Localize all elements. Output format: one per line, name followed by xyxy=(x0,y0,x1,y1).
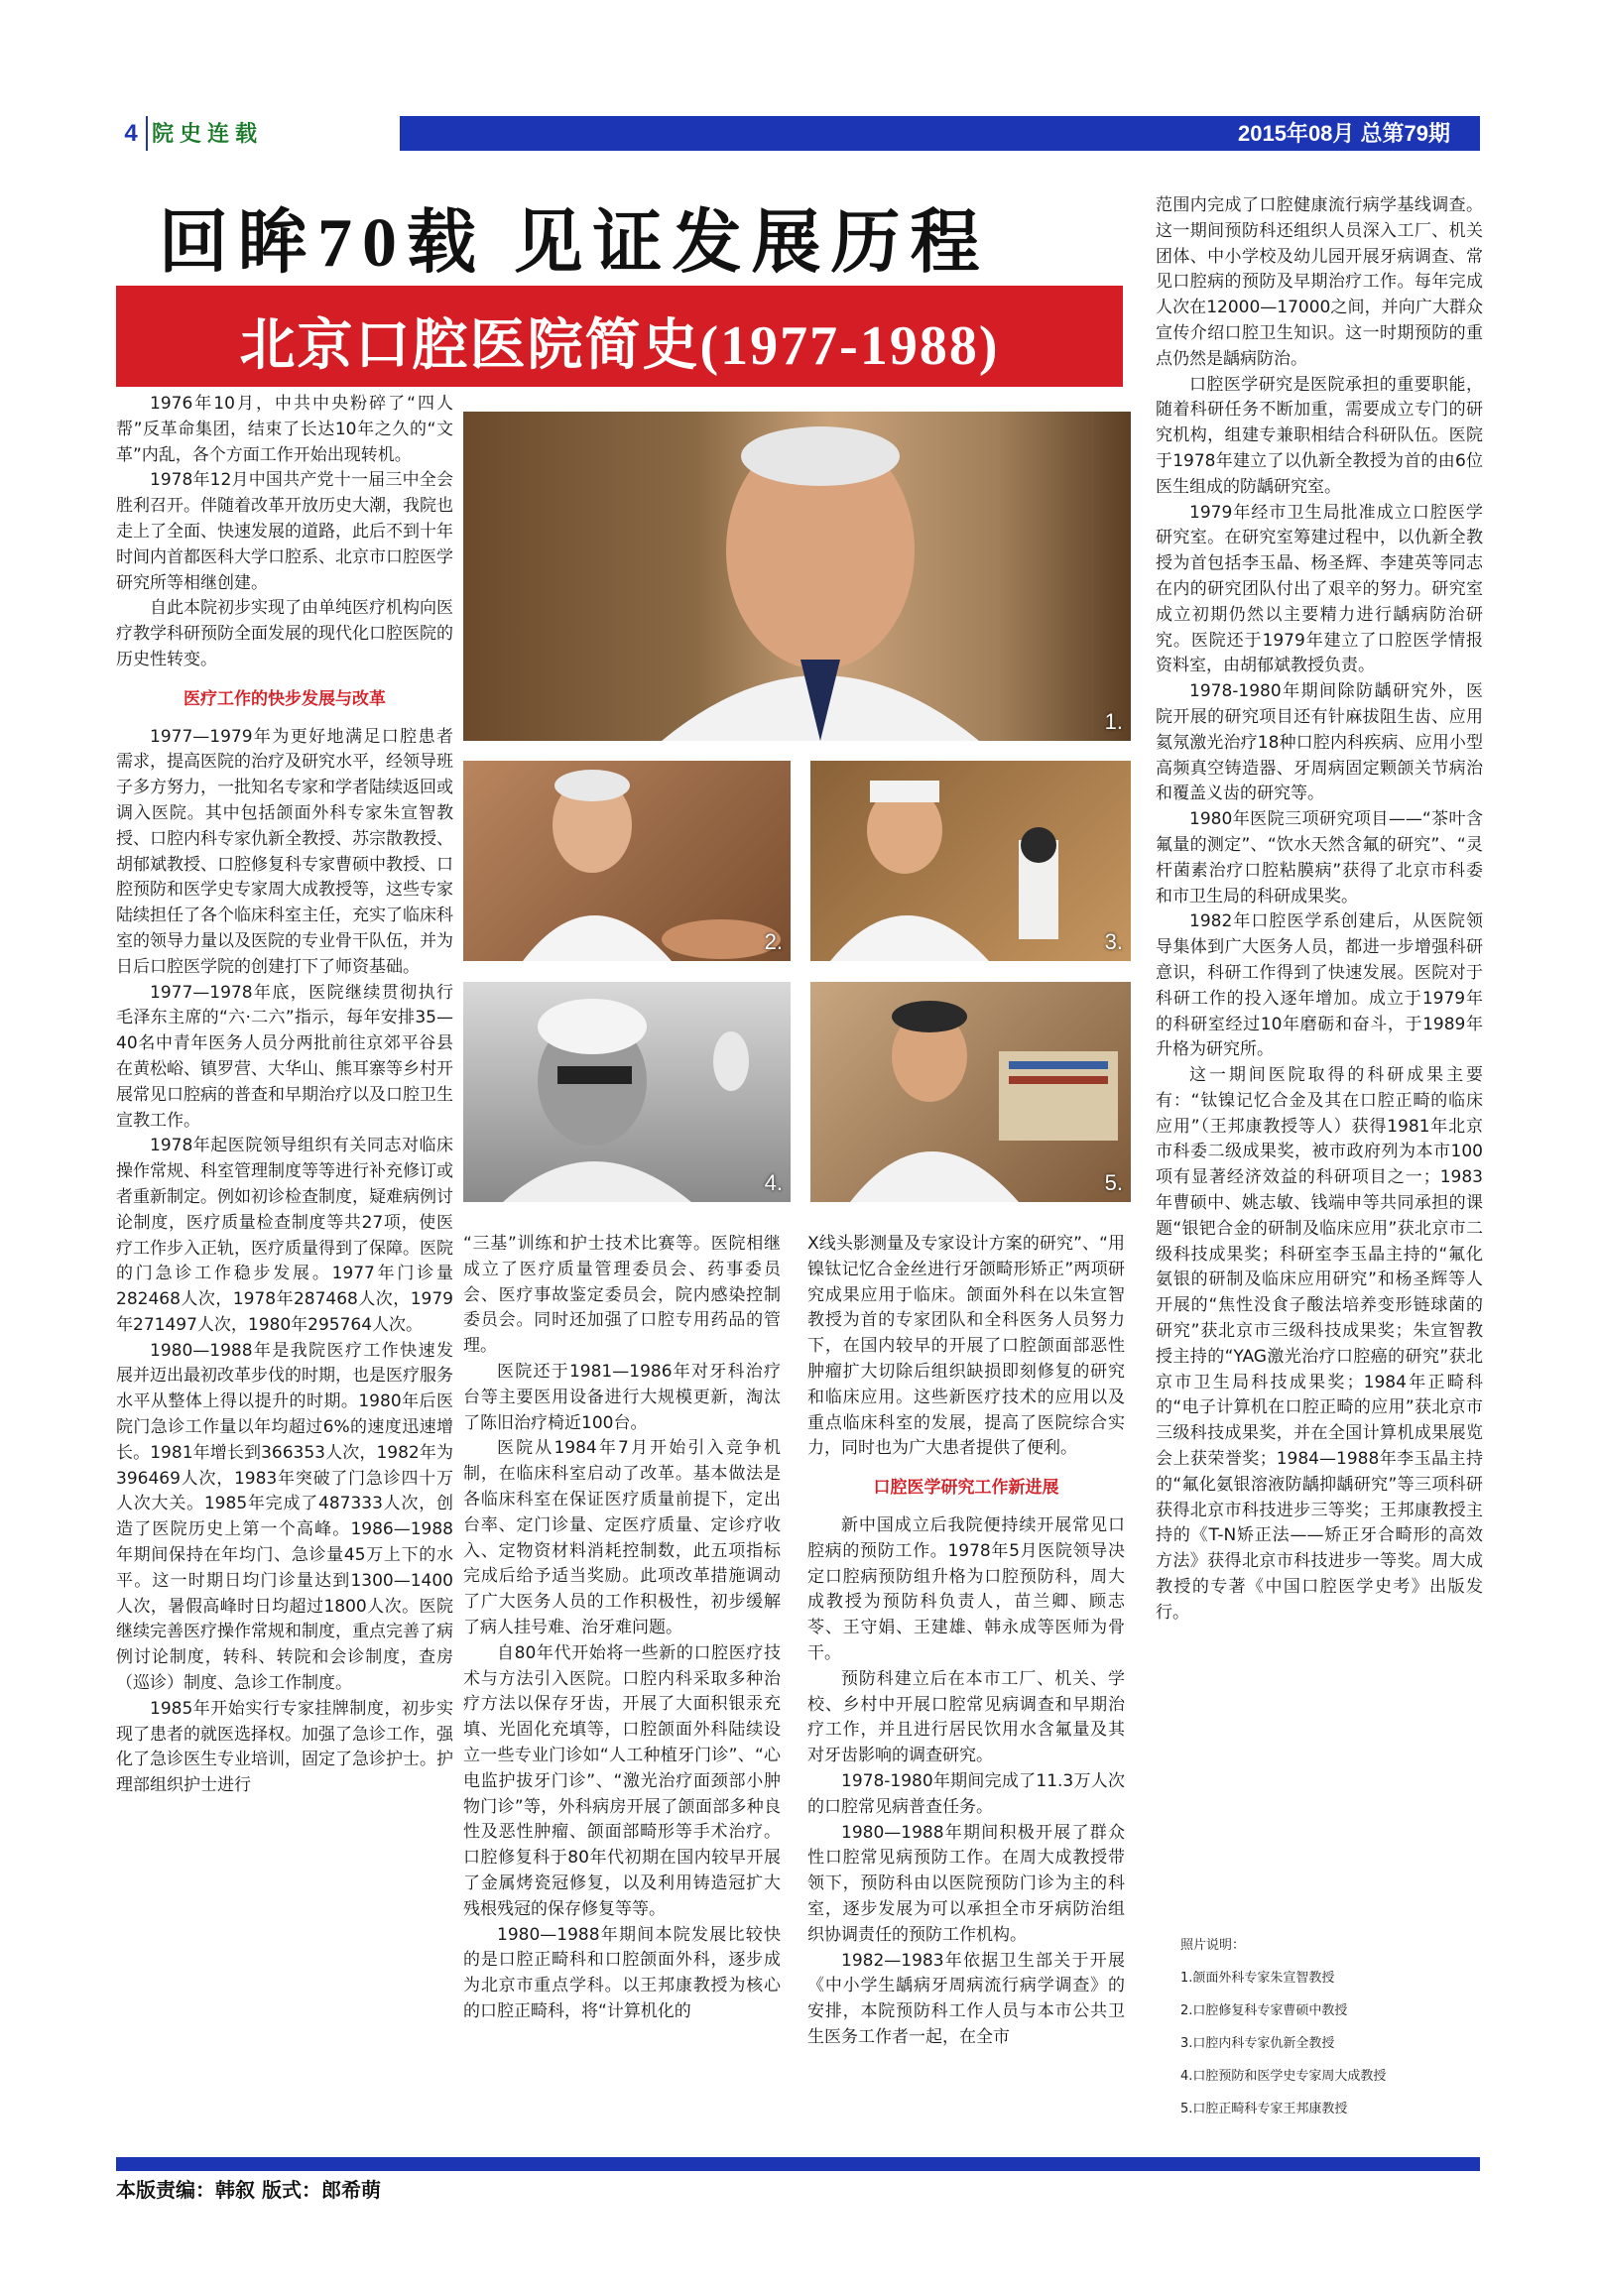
paragraph: 1977—1978年底，医院继续贯彻执行毛泽东主席的“六·二六”指示，每年安排35—40名中青年医务人员分两批前往京郊平谷县在黄松峪、镇罗营、大华山、熊耳寨等乡村开展常见口腔病的普查和早期治疗以及口腔卫生宣教工作。 xyxy=(116,982,453,1131)
paragraph: 新中国成立后我院便持续开展常见口腔病的预防工作。1978年5月医院领导决定口腔病预防组升格为口腔预防科，周大成教授为预防科负责人，苗兰卿、顾志苓、王守娟、王建雄、韩永成等医师为骨干。 xyxy=(807,1514,1125,1663)
paragraph: 1985年开始实行专家挂牌制度，初步实现了患者的就医选择权。加强了急诊工作，强化了急诊医生专业培训，固定了急诊护士。护理部组织护士进行 xyxy=(116,1698,453,1796)
caption-item: 4.口腔预防和医学史专家周大成教授 xyxy=(1180,2069,1387,2084)
paragraph: 自此本院初步实现了由单纯医疗机构向医疗教学科研预防全面发展的现代化口腔医院的历史性转变。 xyxy=(116,598,453,669)
photo-captions xyxy=(1180,1929,1478,2157)
photo-zhu-xuanzhi xyxy=(463,412,1131,741)
paragraph: 1979年经市卫生局批准成立口腔医学研究室。在研究室筹建过程中，以仇新全教授为首包括李玉晶、杨圣辉、李建英等同志在内的研究团队付出了艰辛的努力。研究室成立初期仍然以主要精力进行龋病防治研究。医院还于1979年建立了口腔医学情报资料室，由胡郁斌教授负责。 xyxy=(1156,502,1483,676)
photo-number: 1. xyxy=(1104,709,1123,734)
photo-number: 3. xyxy=(1104,929,1123,954)
paragraph: 1980—1988年是我院医疗工作快速发展并迈出最初改革步伐的时期，也是医疗服务水平从整体上得以提升的时期。1980年后医院门急诊工作量以年均超过6%的速度迅速增长。1981年增长到366353人次，1982年为396469人次，1983年突破了门急诊四十万人次大关。1985年完成了487333人次，创造了医院历史上第一个高峰。1986—1988年期间保持在年均门、急诊量45万上下的水平。这一时期日均门诊量达到1300—1400人次，暑假高峰时日均超过1800人次。医院继续完善医疗操作常规和制度，重点完善了病例讨论制度，转科、转院和会诊制度，查房（巡诊）制度、急诊工作制度。 xyxy=(116,1340,453,1694)
page-header-band xyxy=(116,116,1480,151)
caption-item: 1.颌面外科专家朱宣智教授 xyxy=(1180,1971,1335,1986)
paragraph: 1978-1980年期间完成了11.3万人次的口腔常见病普查任务。 xyxy=(807,1770,1125,1817)
photo-number: 4. xyxy=(764,1170,783,1195)
photo-number: 5. xyxy=(1104,1170,1123,1195)
headline: 回眸70载 见证发展历程 xyxy=(159,205,990,282)
photo-cao-shuozhong xyxy=(463,761,791,961)
paragraph: 1978年起医院领导组织有关同志对临床操作常规、科室管理制度等等进行补充修订或者重新制定。例如初诊检查制度，疑难病例讨论制度，医疗质量检查制度等共27项，使医疗工作步入正轨，医疗质量得到了保障。医院的门急诊工作稳步发展。1977年门诊量282468人次，1978年287468人次，1979年271497人次，1980年295764人次。 xyxy=(116,1136,453,1335)
section-heading: 医疗工作的快步发展与改革 xyxy=(184,688,386,709)
paragraph: 1980—1988年期间本院发展比较快的是口腔正畸科和口腔颌面外科，逐步成为北京市重点学科。以王邦康教授为核心的口腔正畸科，将“计算机化的 xyxy=(463,1924,781,2021)
article-column-3 xyxy=(807,1232,1125,2134)
caption-item: 5.口腔正畸科专家王邦康教授 xyxy=(1180,2102,1348,2116)
paragraph: 1976年10月，中共中央粉碎了“四人帮”反革命集团，结束了长达10年之久的“文革”内乱，各个方面工作开始出现转机。 xyxy=(116,394,453,465)
paragraph: X线头影测量及专家设计方案的研究”、“用镍钛记忆合金丝进行牙颌畸形矫正”两项研究成果应用于临床。颌面外科在以朱宣智教授为首的专家团队和全科医务人员努力下，在国内较早的开展了口腔颌面部恶性肿瘤扩大切除后组织缺损即刻修复的研究和临床应用。这些新医疗技术的应用以及重点临床科室的发展，提高了医院综合实力，同时也为广大患者提供了便利。 xyxy=(807,1234,1125,1459)
page-number: 4 xyxy=(116,116,146,151)
paragraph: “三基”训练和护士技术比赛等。医院相继成立了医疗质量管理委员会、药事委员会、医疗事故鉴定委员会，院内感染控制委员会。同时还加强了口腔专用药品的管理。 xyxy=(463,1234,781,1357)
article-column-1 xyxy=(116,392,453,2137)
paragraph: 1977—1979年为更好地满足口腔患者需求，提高医院的治疗及研究水平，经领导班子多方努力，一批知名专家和学者陆续返回或调入医院。其中包括颌面外科专家朱宣智教授、口腔内科专家仇新全教授、苏宗散教授、胡郁斌教授、口腔修复科专家曹硕中教授、口腔预防和医学史专家周大成教授等，这些专家陆续担任了各个临床科室主任，充实了临床科室的领导力量以及医院的专业骨干队伍，并为日后口腔医学院的创建打下了师资基础。 xyxy=(116,726,453,977)
photo-number: 2. xyxy=(764,929,783,954)
paragraph: 1978年12月中国共产党十一届三中全会胜利召开。伴随着改革开放历史大潮，我院也走上了全面、快速发展的道路，此后不到十年时间内首都医科大学口腔系、北京市口腔医学研究所等相继创建。 xyxy=(116,470,453,593)
subheadline: 北京口腔医院简史(1977-1988) xyxy=(239,315,1000,377)
article-column-2 xyxy=(463,1232,781,2134)
paragraph: 1980年医院三项研究项目——“茶叶含氟量的测定”、“饮水天然含氟的研究”、“灵杆菌素治疗口腔粘膜病”获得了北京市科委和市卫生局的科研成果奖。 xyxy=(1156,809,1483,906)
footer-rule xyxy=(116,2157,1480,2171)
paragraph: 这一期间医院取得的科研成果主要有：“钛镍记忆合金及其在口腔正畸的临床应用”（王邦康教授等人）获得1981年北京市科委二级成果奖，被市政府列为本市100项有显著经济效益的科研项目之一；1983年曹硕中、姚志敏、钱端申等共同承担的课题“银钯合金的研制及临床应用”获北京市二级科技成果奖；科研室李玉晶主持的“氟化氨银的研制及临床应用研究”和杨圣辉等人开展的“焦性没食子酸法培养变形链球菌的研究”获北京市三级科技成果奖；朱宣智教授主持的“YAG激光治疗口腔癌的研究”获北京市卫生局科技成果奖；1984年正畸科的“电子计算机在口腔正畸的应用”获北京市三级科技成果奖，并在全国计算机成果展览会上获荣誉奖；1984—1988年李玉晶主持的“氟化氨银溶液防龋抑龋研究”等三项科研获得北京市科技进步三等奖；王邦康教授主持的《T-N矫正法——矫正牙合畸形的高效方法》获得北京市科技进步一等奖。周大成教授的专著《中国口腔医学史考》出版发行。 xyxy=(1156,1065,1483,1623)
subheadline-banner xyxy=(116,286,1123,387)
paragraph: 口腔医学研究是医院承担的重要职能，随着科研任务不断加重，需要成立专门的研究机构，组建专兼职相结合科研队伍。医院于1978年建立了以仇新全教授为首的由6位医生组成的防龋研究室。 xyxy=(1156,374,1483,497)
paragraph: 1982—1983年依据卫生部关于开展《中小学生龋病牙周病流行病学调查》的安排，本院预防科工作人员与本市公共卫生医务工作者一起，在全市 xyxy=(807,1950,1125,2047)
photo-zhou-dacheng xyxy=(463,982,791,1202)
caption-item: 3.口腔内科专家仇新全教授 xyxy=(1180,2036,1335,2051)
paragraph: 自80年代开始将一些新的口腔医疗技术与方法引入医院。口腔内科采取多种治疗方法以保存牙齿，开展了大面积银汞充填、光固化充填等，口腔颌面外科陆续设立一些专业门诊如“人工种植牙门诊”、“心电监护拔牙门诊”、“激光治疗面颈部小肿物门诊”等，外科病房开展了颌面部多种良性及恶性肿瘤、颌面部畸形等手术治疗。口腔修复科于80年代初期在国内较早开展了金属烤瓷冠修复，以及利用铸造冠扩大残根残冠的保存修复等等。 xyxy=(463,1642,781,1919)
footer-credits: 本版责编：韩叙 版式：郎希萌 xyxy=(116,2178,381,2202)
paragraph: 1978-1980年期间除防龋研究外，医院开展的研究项目还有针麻拔阻生齿、应用氦氖激光治疗18种口腔内科疾病、应用小型高频真空铸造器、牙周病固定颗颌关节病治和覆盖义齿的研究等。 xyxy=(1156,681,1483,804)
caption-item: 2.口腔修复科专家曹硕中教授 xyxy=(1180,2003,1348,2018)
paragraph: 1982年口腔医学系创建后，从医院领导集体到广大医务人员，都进一步增强科研意识，科研工作得到了快速发展。医院对于科研工作的投入逐年增加。成立于1979年的科研室经过10年磨砺和奋斗，于1989年升格为研究所。 xyxy=(1156,911,1483,1060)
section-heading: 口腔医学研究工作新进展 xyxy=(873,1478,1059,1499)
photo-wang-bangkang xyxy=(810,982,1131,1202)
issue-date: 2015年08月 总第79期 xyxy=(1238,121,1450,146)
article-column-4 xyxy=(1156,193,1483,1904)
paragraph: 医院还于1981—1986年对牙科治疗台等主要医用设备进行大规模更新，淘汰了陈旧治疗椅近100台。 xyxy=(463,1361,781,1433)
paragraph: 预防科建立后在本市工厂、机关、学校、乡村中开展口腔常见病调查和早期治疗工作，并且进行居民饮用水含氟量及其对牙齿影响的调查研究。 xyxy=(807,1668,1125,1766)
paragraph: 1980—1988年期间积极开展了群众性口腔常见病预防工作。在周大成教授带领下，预防科由以医院预防门诊为主的科室，逐步发展为可以承担全市牙病防治组织协调责任的预防工作机构。 xyxy=(807,1822,1125,1945)
photo-qiu-xinquan xyxy=(810,761,1131,961)
paragraph: 范围内完成了口腔健康流行病学基线调查。这一期间预防科还组织人员深入工厂、机关团体、中小学校及幼儿园开展牙病调查、常见口腔病的预防及早期治疗工作。每年完成人次在12000—17000之间，并向广大群众宣传介绍口腔卫生知识。这一时期预防的重点仍然是龋病防治。 xyxy=(1156,195,1483,369)
paragraph: 医院从1984年7月开始引入竞争机制，在临床科室启动了改革。基本做法是各临床科室在保证医疗质量前提下，定出台率、定门诊量、定医疗质量、定诊疗收入、定物资材料消耗控制数，此五项指标完成后给予适当奖励。此项改革措施调动了广大医务人员的工作积极性，初步缓解了病人挂号难、治牙难问题。 xyxy=(463,1438,781,1637)
captions-title: 照片说明： xyxy=(1180,1938,1246,1953)
column-name: 院史连载 xyxy=(148,116,400,151)
